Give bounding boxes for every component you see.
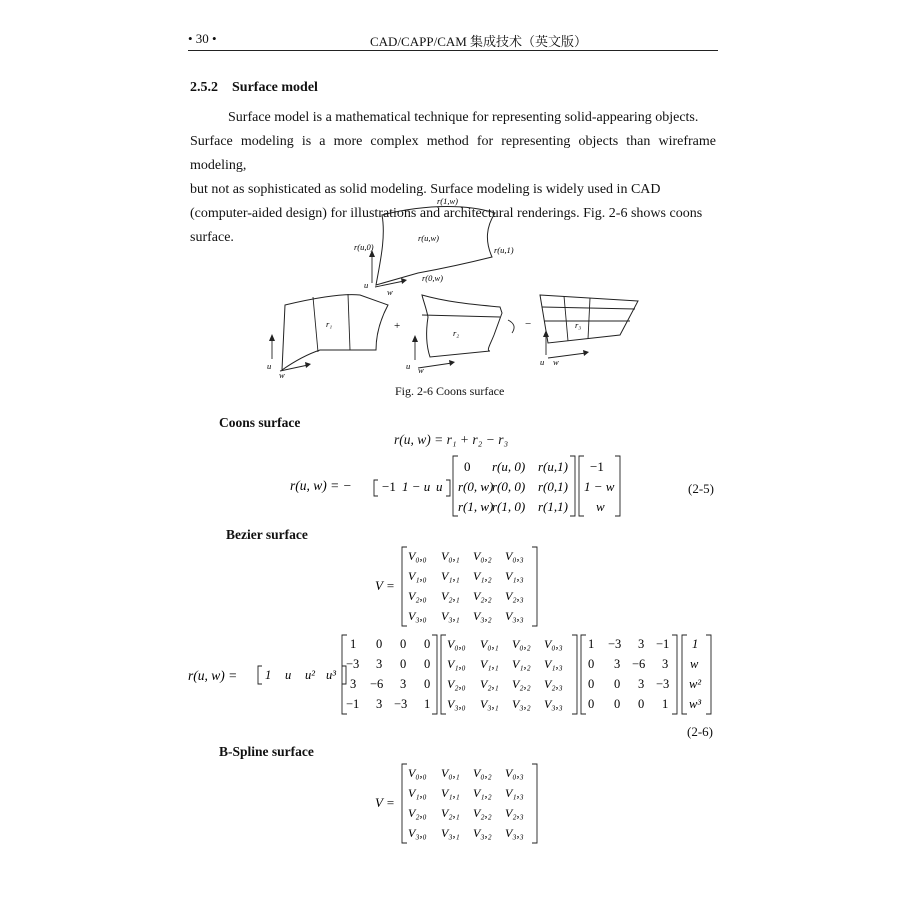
label-ru1: r(u,1) (494, 245, 514, 255)
bspline-heading: B-Spline surface (219, 744, 314, 759)
svg-text:V₃,₀: V₃,₀ (447, 697, 466, 711)
equation-number-2-6: (2-6) (687, 724, 713, 739)
svg-text:0: 0 (614, 697, 621, 711)
label-u: u (364, 280, 369, 290)
svg-text:u: u (436, 479, 443, 494)
svg-text:w: w (553, 357, 559, 367)
svg-text:0: 0 (464, 459, 471, 474)
patch-r1 (282, 295, 388, 370)
svg-text:0: 0 (424, 637, 431, 651)
label-ruw: r(u,w) (418, 233, 440, 243)
svg-text:V₃,₂: V₃,₂ (512, 697, 531, 711)
svg-text:V₂,₂: V₂,₂ (473, 806, 492, 820)
page-number: • 30 • (188, 31, 217, 46)
svg-text:V₀,₃: V₀,₃ (505, 766, 524, 780)
svg-text:V₀,₀: V₀,₀ (408, 549, 427, 563)
svg-text:−3: −3 (394, 697, 408, 711)
svg-text:u: u (285, 668, 292, 682)
svg-text:3: 3 (350, 677, 357, 691)
coons-heading: Coons surface (219, 415, 301, 430)
label-r3: r₃ (575, 320, 582, 330)
svg-text:1: 1 (662, 697, 669, 711)
svg-text:V₀,₁: V₀,₁ (480, 637, 499, 651)
svg-text:V₂,₃: V₂,₃ (544, 677, 563, 691)
svg-text:0: 0 (588, 657, 595, 671)
svg-text:0: 0 (400, 637, 407, 651)
bezier-heading: Bezier surface (226, 527, 308, 542)
running-title: CAD/CAPP/CAM 集成技术（英文版） (370, 34, 588, 49)
svg-text:V₁,₁: V₁,₁ (441, 569, 460, 583)
bezier-r-equation (188, 632, 718, 718)
svg-text:−1: −1 (590, 459, 604, 474)
svg-text:V₀,₃: V₀,₃ (544, 637, 563, 651)
svg-text:V₁,₃: V₁,₃ (505, 569, 524, 583)
svg-text:r(0,1): r(0,1) (538, 479, 568, 494)
plus-sign: + (394, 320, 401, 332)
svg-text:w: w (418, 365, 424, 375)
equation-number-2-5: (2-5) (688, 481, 714, 496)
svg-text:V₀,₂: V₀,₂ (473, 549, 492, 563)
svg-text:V₂,₀: V₂,₀ (408, 589, 427, 603)
svg-text:0: 0 (424, 677, 431, 691)
svg-text:r(0, 0): r(0, 0) (492, 479, 526, 494)
svg-text:w: w (279, 370, 285, 380)
svg-text:V₁,₂: V₁,₂ (473, 786, 492, 800)
svg-text:w: w (596, 499, 605, 514)
svg-text:r(u, w) =: r(u, w) = (188, 668, 238, 683)
svg-text:1: 1 (265, 668, 272, 682)
svg-text:V₃,₂: V₃,₂ (473, 609, 492, 623)
svg-text:V₁,₁: V₁,₁ (480, 657, 499, 671)
svg-text:V₀,₁: V₀,₁ (441, 549, 460, 563)
svg-text:V₀,₁: V₀,₁ (441, 766, 460, 780)
svg-text:V₁,₁: V₁,₁ (441, 786, 460, 800)
header-rule (188, 50, 718, 51)
svg-text:1 − u: 1 − u (402, 479, 431, 494)
svg-text:r(1, w): r(1, w) (458, 499, 494, 514)
svg-text:3: 3 (662, 657, 669, 671)
svg-text:V₂,₁: V₂,₁ (480, 677, 499, 691)
svg-text:V₃,₁: V₃,₁ (441, 609, 460, 623)
paragraph-line: (computer-aided design) for illustrations and architectural renderings. Fig. 2-6 shows coons surface. (190, 206, 703, 245)
svg-text:V₁,₂: V₁,₂ (512, 657, 531, 671)
label-r1: r₁ (326, 319, 333, 329)
paragraph-line: Surface model is a mathematical technique for representing solid-appearing objects. (228, 110, 699, 125)
coons-surface-figure (190, 195, 660, 380)
bspline-v-matrix (375, 761, 545, 847)
patch-r2 (422, 295, 502, 357)
section-title-text: Surface model (232, 80, 318, 95)
svg-text:1: 1 (350, 637, 357, 651)
svg-text:r(1,1): r(1,1) (538, 499, 568, 514)
svg-text:V₀,₀: V₀,₀ (447, 637, 466, 651)
svg-text:−6: −6 (370, 677, 384, 691)
svg-text:V₃,₂: V₃,₂ (473, 826, 492, 840)
svg-text:1: 1 (424, 697, 431, 711)
svg-text:u: u (540, 357, 545, 367)
svg-text:3: 3 (614, 657, 621, 671)
bezier-v-matrix (375, 544, 545, 630)
svg-text:V₀,₂: V₀,₂ (512, 637, 531, 651)
svg-text:V₃,₀: V₃,₀ (408, 826, 427, 840)
svg-text:V₂,₂: V₂,₂ (512, 677, 531, 691)
svg-text:1 − w: 1 − w (584, 479, 615, 494)
label-ru0: r(u,0) (354, 242, 374, 252)
svg-text:−3: −3 (346, 657, 360, 671)
svg-text:V₃,₃: V₃,₃ (505, 826, 524, 840)
svg-text:3: 3 (638, 637, 645, 651)
svg-text:r(1, 0): r(1, 0) (492, 499, 526, 514)
svg-text:0: 0 (400, 657, 407, 671)
svg-text:u: u (406, 361, 411, 371)
svg-text:V₁,₀: V₁,₀ (447, 657, 466, 671)
svg-text:V₂,₂: V₂,₂ (473, 589, 492, 603)
svg-text:1: 1 (588, 637, 595, 651)
paragraph-line: but not as sophisticated as solid modeling. Surface modeling is widely used in CAD (190, 182, 661, 197)
figure-caption: Fig. 2-6 Coons surface (395, 384, 505, 398)
svg-text:0: 0 (588, 697, 595, 711)
svg-text:−1: −1 (382, 479, 396, 494)
svg-text:−3: −3 (608, 637, 622, 651)
section-number: 2.5.2 (190, 80, 218, 95)
svg-text:−6: −6 (632, 657, 646, 671)
label-r1w: r(1,w) (437, 196, 459, 206)
svg-text:w³: w³ (689, 697, 702, 711)
svg-text:V₂,₃: V₂,₃ (505, 589, 524, 603)
svg-text:0: 0 (614, 677, 621, 691)
svg-text:V₁,₃: V₁,₃ (544, 657, 563, 671)
svg-text:V₂,₁: V₂,₁ (441, 589, 460, 603)
svg-text:3: 3 (376, 697, 383, 711)
svg-text:V =: V = (375, 795, 395, 810)
svg-text:V₁,₀: V₁,₀ (408, 569, 427, 583)
label-r2: r₂ (453, 328, 460, 338)
svg-text:V₂,₁: V₂,₁ (441, 806, 460, 820)
svg-text:u³: u³ (326, 668, 336, 682)
svg-text:V₁,₂: V₁,₂ (473, 569, 492, 583)
minus-sign: − (525, 318, 532, 330)
svg-text:1: 1 (692, 637, 699, 651)
svg-text:0: 0 (638, 697, 645, 711)
label-r0w: r(0,w) (422, 273, 444, 283)
coons-equation-2 (290, 452, 630, 520)
svg-text:V₂,₃: V₂,₃ (505, 806, 524, 820)
svg-text:V₃,₀: V₃,₀ (408, 609, 427, 623)
svg-text:V₃,₁: V₃,₁ (480, 697, 499, 711)
svg-text:V₃,₃: V₃,₃ (544, 697, 563, 711)
svg-text:V₁,₃: V₁,₃ (505, 786, 524, 800)
svg-text:V₂,₀: V₂,₀ (447, 677, 466, 691)
svg-text:r(u, 0): r(u, 0) (492, 459, 526, 474)
paragraph-line: Surface modeling is a more complex method for representing objects than wireframe modeling, (190, 134, 716, 173)
svg-text:−3: −3 (656, 677, 670, 691)
section-title (190, 80, 318, 96)
svg-text:V₀,₀: V₀,₀ (408, 766, 427, 780)
svg-text:V₂,₀: V₂,₀ (408, 806, 427, 820)
svg-text:3: 3 (638, 677, 645, 691)
svg-text:0: 0 (588, 677, 595, 691)
svg-text:w: w (690, 657, 699, 671)
svg-text:3: 3 (400, 677, 407, 691)
svg-text:3: 3 (376, 657, 383, 671)
svg-text:V₁,₀: V₁,₀ (408, 786, 427, 800)
svg-text:V₀,₂: V₀,₂ (473, 766, 492, 780)
svg-text:−1: −1 (346, 697, 360, 711)
svg-text:V₃,₁: V₃,₁ (441, 826, 460, 840)
svg-text:V =: V = (375, 578, 395, 593)
svg-text:0: 0 (376, 637, 383, 651)
coons-equation-1: r(u, w) = r₁ + r₂ − r₃ (394, 432, 509, 447)
svg-text:w²: w² (689, 677, 702, 691)
svg-text:V₃,₃: V₃,₃ (505, 609, 524, 623)
svg-text:u²: u² (305, 668, 315, 682)
svg-text:r(u, w) = −: r(u, w) = − (290, 478, 352, 493)
label-w: w (387, 287, 393, 297)
svg-text:0: 0 (424, 657, 431, 671)
svg-text:r(u,1): r(u,1) (538, 459, 568, 474)
svg-text:r(0, w): r(0, w) (458, 479, 494, 494)
svg-text:u: u (267, 361, 272, 371)
svg-text:V₀,₃: V₀,₃ (505, 549, 524, 563)
svg-text:−1: −1 (656, 637, 670, 651)
